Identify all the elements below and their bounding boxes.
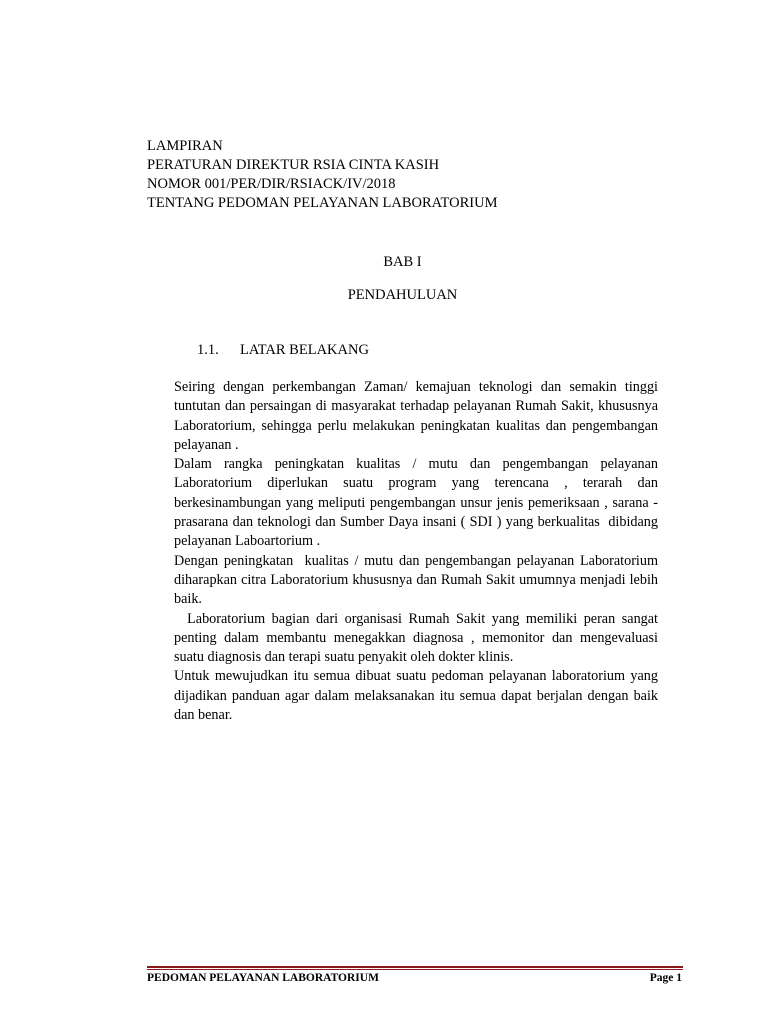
chapter-number: BAB I	[383, 254, 422, 270]
body-text	[174, 378, 666, 725]
paragraph: Dalam rangka peningkatan kualitas / mutu dan pengembangan pelayanan Laboratorium diperlukan suatu program yang terencana , terarah dan berkesinambungan yang meliputi pengembangan unsur jenis pemeriksaan , sarana - prasarana dan teknologi dan Sumber Daya insani ( SDI ) yang berkualitas dibidang pelayanan Laboartorium .	[174, 456, 662, 550]
section-number: 1.1.	[197, 342, 219, 358]
paragraph: Dengan peningkatan kualitas / mutu dan pengembangan pelayanan Laboratorium diharapkan citra Laboratorium khususnya dan Rumah Sakit umumnya menjadi lebih baik.	[174, 552, 662, 608]
header-line-subject: TENTANG PEDOMAN PELAYANAN LABORATORIUM	[147, 195, 498, 211]
paragraph: Untuk mewujudkan itu semua dibuat suatu pedoman pelayanan laboratorium yang dijadikan panduan agar dalam melaksanakan itu semua dapat berjalan dengan baik dan benar.	[174, 668, 662, 724]
footer-rule-thin	[147, 969, 683, 970]
paragraph: Laboratorium bagian dari organisasi Rumah Sakit yang memiliki peran sangat penting dalam membantu menegakkan diagnosa , memonitor dan mengevaluasi suatu diagnosis dan terapi suatu penyakit oleh dokter klinis.	[174, 610, 662, 666]
page-number: Page 1	[649, 972, 682, 984]
header-line-regulation: PERATURAN DIREKTUR RSIA CINTA KASIH	[147, 157, 440, 173]
section-title: LATAR BELAKANG	[240, 342, 369, 358]
paragraph: Seiring dengan perkembangan Zaman/ kemajuan teknologi dan semakin tinggi tuntutan dan persaingan di masyarakat terhadap pelayanan Rumah Sakit, khususnya Laboratorium, sehingga perlu melakukan peningkatan kualitas dan pengembangan pelayanan .	[174, 379, 666, 453]
section-heading	[197, 342, 369, 359]
chapter-title: PENDAHULUAN	[347, 287, 458, 303]
footer-rule	[147, 966, 683, 968]
footer-title: PEDOMAN PELAYANAN LABORATORIUM	[147, 972, 379, 984]
header-line-attachment: LAMPIRAN	[147, 138, 223, 154]
header-line-number: NOMOR 001/PER/DIR/RSIACK/IV/2018	[147, 176, 396, 192]
document-header	[147, 137, 497, 213]
